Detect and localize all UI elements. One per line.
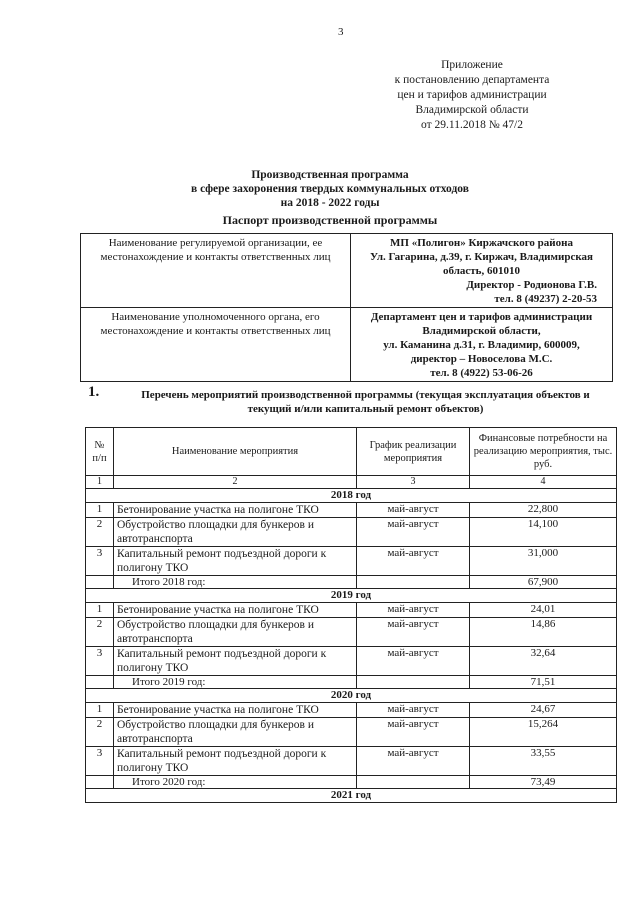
passport-value-line: Департамент цен и тарифов администрации [370,311,593,323]
passport-value-line: тел. 8 (49237) 2-20-53 [494,293,597,305]
passport-value-line: директор – Новоселова М.С. [410,353,553,365]
year-title: 2020 год [86,689,617,703]
passport-row [81,308,613,382]
passport-heading: Паспорт производственной программы [222,213,438,227]
table-row [86,518,617,547]
total-empty-cell [86,676,114,689]
total-label: Итого 2018 год: [114,576,357,589]
event-name: Бетонирование участка на полигоне ТКО [114,603,357,618]
table-row [86,647,617,676]
section-title: Перечень мероприятий производственной программы (текущая эксплуатация объектов и текущий и/или капитальный ремонт объектов) [141,389,590,415]
title-line: Производственная программа [251,169,409,181]
event-cost: 22,800 [470,503,617,518]
section-number: 1. [88,384,100,400]
total-empty-cell [357,676,470,689]
column-number: 1 [86,476,114,489]
year-row [86,489,617,503]
event-name: Обустройство площадки для бункеров и автотранспорта [114,518,357,547]
passport-value-line: Директор - Родионова Г.В. [466,279,597,291]
event-schedule: май-август [357,503,470,518]
row-number: 3 [86,647,114,676]
title-line: на 2018 - 2022 годы [280,197,380,209]
table-row [86,703,617,718]
year-row [86,589,617,603]
event-name: Обустройство площадки для бункеров и автотранспорта [114,618,357,647]
table-row [86,718,617,747]
year-title: 2018 год [86,489,617,503]
year-title: 2021 год [86,789,617,803]
row-number: 2 [86,618,114,647]
passport-value-line: МП «Полигон» Киржачского района [390,237,573,249]
event-cost: 31,000 [470,547,617,576]
passport-value [351,308,613,382]
total-row [86,776,617,789]
column-number: 2 [114,476,357,489]
event-cost: 24,67 [470,703,617,718]
header-cell: Финансовые потребности на реализацию мероприятия, тыс. руб. [470,428,617,476]
event-cost: 14,100 [470,518,617,547]
table-row [86,618,617,647]
year-row [86,789,617,803]
total-empty-cell [86,776,114,789]
appendix-block [362,58,582,133]
table-row [86,547,617,576]
total-row [86,576,617,589]
header-cell: Наименование мероприятия [114,428,357,476]
total-label: Итого 2020 год: [114,776,357,789]
row-number: 1 [86,503,114,518]
row-number: 2 [86,718,114,747]
event-schedule: май-август [357,618,470,647]
passport-value-line: Ул. Гагарина, д.39, г. Киржач, Владимирская [370,251,593,263]
page-number: 3 [338,26,344,38]
appendix-line: к постановлению департамента [394,74,550,86]
event-schedule: май-август [357,647,470,676]
total-value: 73,49 [470,776,617,789]
year-row [86,689,617,703]
row-number: 1 [86,703,114,718]
events-table [85,427,617,803]
event-cost: 15,264 [470,718,617,747]
total-empty-cell [357,776,470,789]
total-value: 71,51 [470,676,617,689]
event-cost: 24,01 [470,603,617,618]
appendix-line: Приложение [441,59,503,71]
passport-value-line: тел. 8 (4922) 53-06-26 [430,367,533,379]
event-schedule: май-август [357,547,470,576]
column-number: 4 [470,476,617,489]
title-line: в сфере захоронения твердых коммунальных отходов [191,183,469,195]
year-title: 2019 год [86,589,617,603]
total-label: Итого 2019 год: [114,676,357,689]
total-empty-cell [357,576,470,589]
event-name: Капитальный ремонт подъездной дороги к полигону ТКО [114,647,357,676]
event-name: Капитальный ремонт подъездной дороги к полигону ТКО [114,547,357,576]
appendix-line: от 29.11.2018 № 47/2 [421,119,523,131]
passport-value-line: область, 601010 [443,265,520,277]
row-number: 3 [86,747,114,776]
passport-label: Наименование уполномоченного органа, его местонахождение и контакты ответственных лиц [81,308,351,382]
row-number: 1 [86,603,114,618]
event-cost: 33,55 [470,747,617,776]
total-empty-cell [86,576,114,589]
event-name: Бетонирование участка на полигоне ТКО [114,503,357,518]
appendix-line: Владимирской области [415,104,529,116]
event-cost: 32,64 [470,647,617,676]
row-number: 2 [86,518,114,547]
passport-label: Наименование регулируемой организации, ее местонахождение и контакты ответственных лиц [81,234,351,308]
table-row [86,747,617,776]
passport-row [81,234,613,308]
appendix-line: цен и тарифов администрации [397,89,547,101]
passport-table [80,233,613,382]
table-row [86,603,617,618]
passport-value [351,234,613,308]
event-schedule: май-август [357,518,470,547]
event-schedule: май-август [357,718,470,747]
event-cost: 14,86 [470,618,617,647]
event-name: Капитальный ремонт подъездной дороги к полигону ТКО [114,747,357,776]
total-value: 67,900 [470,576,617,589]
table-header-row [86,428,617,476]
column-number-row [86,476,617,489]
passport-value-line: Владимирской области, [422,325,541,337]
total-row [86,676,617,689]
table-row [86,503,617,518]
event-name: Обустройство площадки для бункеров и автотранспорта [114,718,357,747]
event-schedule: май-август [357,747,470,776]
event-name: Бетонирование участка на полигоне ТКО [114,703,357,718]
program-title [80,168,580,210]
event-schedule: май-август [357,703,470,718]
passport-value-line: ул. Каманина д.31, г. Владимир, 600009, [383,339,580,351]
event-schedule: май-август [357,603,470,618]
header-cell: График реализации мероприятия [357,428,470,476]
row-number: 3 [86,547,114,576]
column-number: 3 [357,476,470,489]
header-cell: № п/п [86,428,114,476]
